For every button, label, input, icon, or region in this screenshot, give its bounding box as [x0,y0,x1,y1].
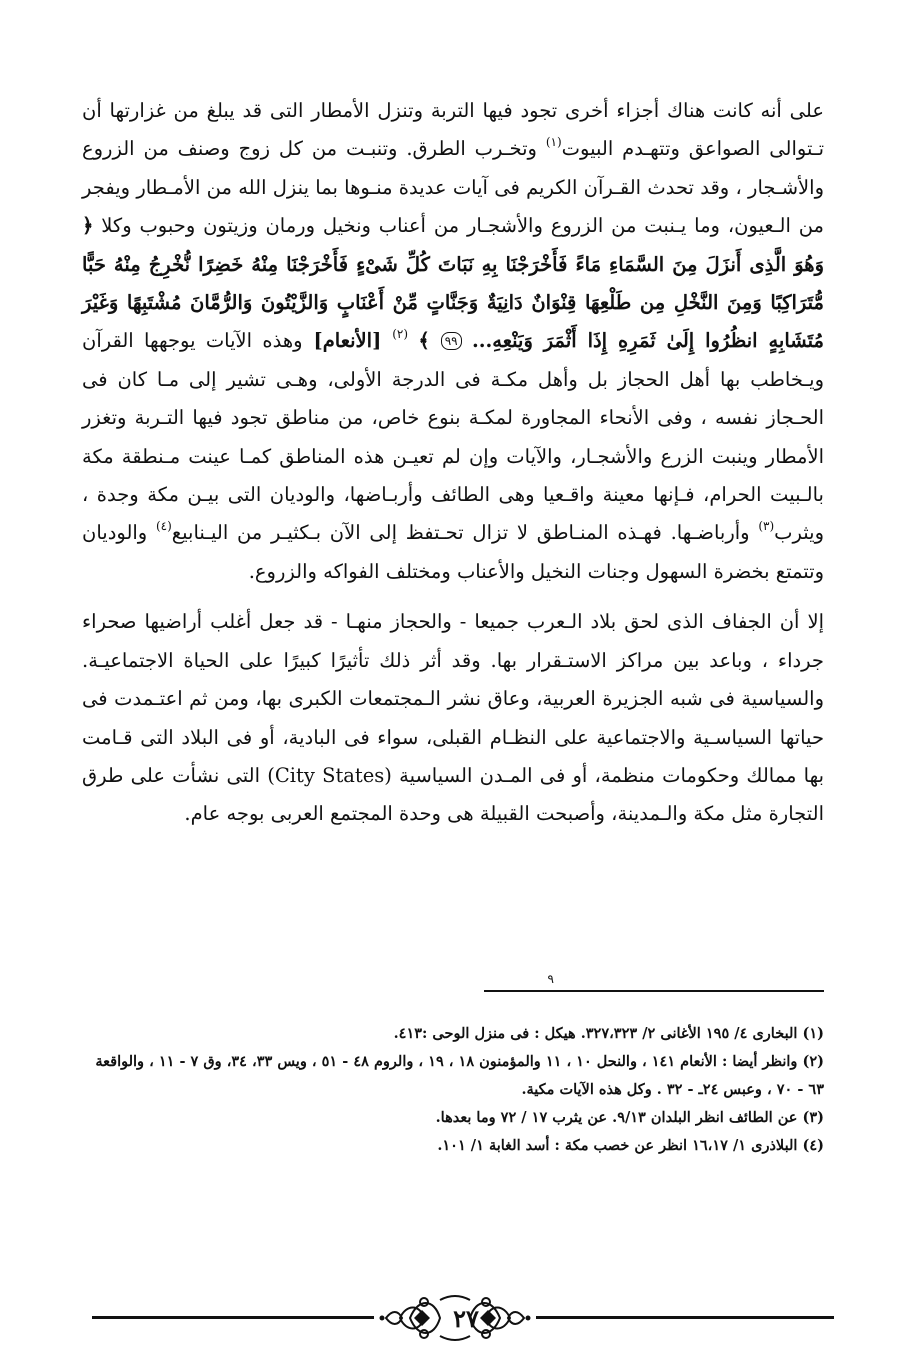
footnote-ref-4[interactable]: (٤) [155,519,172,534]
footnote-divider [484,990,824,992]
footnotes [82,1020,824,1160]
body-paragraph-2: إلا أن الجفاف الذى لحق بلاد الـعرب جميعا - والحجاز منهـا - قد جعل أغلب أراضيها صحراء جرداء ، وباعد بين مراكز الاستـقرار بها. وقد أثر ذلك تأثيرًا كبيرًا على الحياة الاجتماعيـة. والسياسية فى شبه الجزيرة العربية، وعاق نشر الـمجتمعات الكبرى بها، ومن ثم اعتـمدت فى حياتها السياسـية والاجتماعية على النظـام القبلى، سواء فى البادية، أو فى البلاد التى قـامت بها ممالك وحكومات منظمة، أو فى المـدن السياسية (City States) التى نشأت على طرق التجارة مثل مكة والـمدينة، وأصبحت القبيلة هى وحدة المجتمع العربى بوجه عام. [82,610,825,826]
quran-close-bracket: ﴾ [418,329,441,353]
paragraph-1-text-d: وأرباضـها. فهـذه المنـاطق لا تزال تحـتفظ إلى الآن بـكثيـر من اليـنابيع [171,521,759,545]
paragraph-1-text-a: على أنه كانت هناك أجزاء أخرى تجود فيها التربة وتنزل الأمطار التى قد يبلغ من غزارتها أن تـتوالى الصواعق وتتهـدم البيوت [82,99,824,161]
footnote-3: (٣) عن الطائف انظر البلدان ٩/١٣. عن يثرب ١٧ / ٧٢ وما بعدها. [435,1109,824,1126]
footnote-ref-3[interactable]: (٣) [758,519,775,534]
footnote-2: (٢) وانظر أيضا : الأنعام ١٤١ ، والنحل ١٠ ، ١١ والمؤمنون ١٨ ، ١٩ ، والروم ٤٨ - ٥١ ، ويس ٣٣، ٣٤، وق ٧ - ١١ ، والواقعة ٦٣ - ٧٠ ، وعبس ٢٤ـ - ٣٢ . وكل هذه الآيات مكية. [95,1053,824,1098]
paragraph-1-text-b: وتخـرب الطرق. وتنبـت من كل زوج وصنف من الزروع والأشـجار ، وقد تحدث القـرآن الكريم فى آيات عديدة منـوها بما ينزل الله من الأمـطار ويفجر من الـعيون، وما يـنبت من الزروع والأشجـار من أعناب ونخيل ورمان وزيتون وحبوب وكلا [82,137,824,238]
aya-number-marker: ٩٩ [441,332,462,350]
page-number: ٢٧ [453,1304,479,1333]
footnote-ref-2[interactable]: (٢) [392,327,409,342]
body-paragraph-1 [82,92,824,591]
footnote-4: (٤) البلاذرى ١/ ١٦،١٧ انظر عن خصب مكة : أسد الغابة ١/ ١٠١. [437,1137,824,1154]
paragraph-1-text-e: والوديان وتتمتع بخضرة السهول وجنات النخيل والأعناب ومختلف الفواكه والزروع. [82,521,824,583]
surah-name: [الأنعام] [302,329,393,353]
footnote-ref-1[interactable]: (١) [545,135,562,150]
page-footer [92,1290,834,1346]
paragraph-1-text-c: وهذه الآيات يوجهها القرآن ويـخاطب بها أهل الحجاز بل وأهل مكـة فى الدرجة الأولى، وهـى تشير إلى مـا كان فى الحـجاز نفسه ، وفى الأنحاء المجاورة لمكـة بنوع خاص، من مناطق تجود فيها التـربة وتغزر الأمطار وينبت الزرع والأشجـار، والآيات وإن لم تعيـن هذه المناطق كمـا عينت مـنطقة مكة بالـبيت الحرام، فـإنها معينة واقـعيا وهى الطائف وأربـاضها، والوديان التى بيـن مكة وجدة ، ويثرب [82,329,824,545]
footer-rule-left [92,1316,374,1319]
page-body [82,92,824,1332]
quran-verse: ﴿ وَهُوَ الَّذِى أَنزَلَ مِنَ السَّمَاءِ مَاءً فَأَخْرَجْنَا بِهِ نَبَاتَ كُلِّ شَىْءٍ فَأَخْرَجْنَا مِنْهُ خَضِرًا نُّخْرِجُ مِنْهُ حَبًّا مُّتَرَاكِبًا وَمِنَ النَّخْلِ مِن طَلْعِهَا قِنْوَانٌ دَانِيَةٌ وَجَنَّاتٍ مِّنْ أَعْنَابٍ وَالزَّيْتُونَ وَالرُّمَّانَ مُشْتَبِهًا وَغَيْرَ مُتَشَابِهٍ انظُرُوا إِلَىٰ ثَمَرِهِ إِذَا أَثْمَرَ وَيَنْعِهِ... [82,214,825,353]
footer-rule-right [536,1316,834,1319]
footnote-separator-mark: ٩ [547,972,554,986]
footnote-1: (١) البخارى ٤/ ١٩٥ الأغانى ٢/ ٣٢٧،٣٢٣. هيكل : فى منزل الوحى :٤١٣. [393,1025,824,1042]
